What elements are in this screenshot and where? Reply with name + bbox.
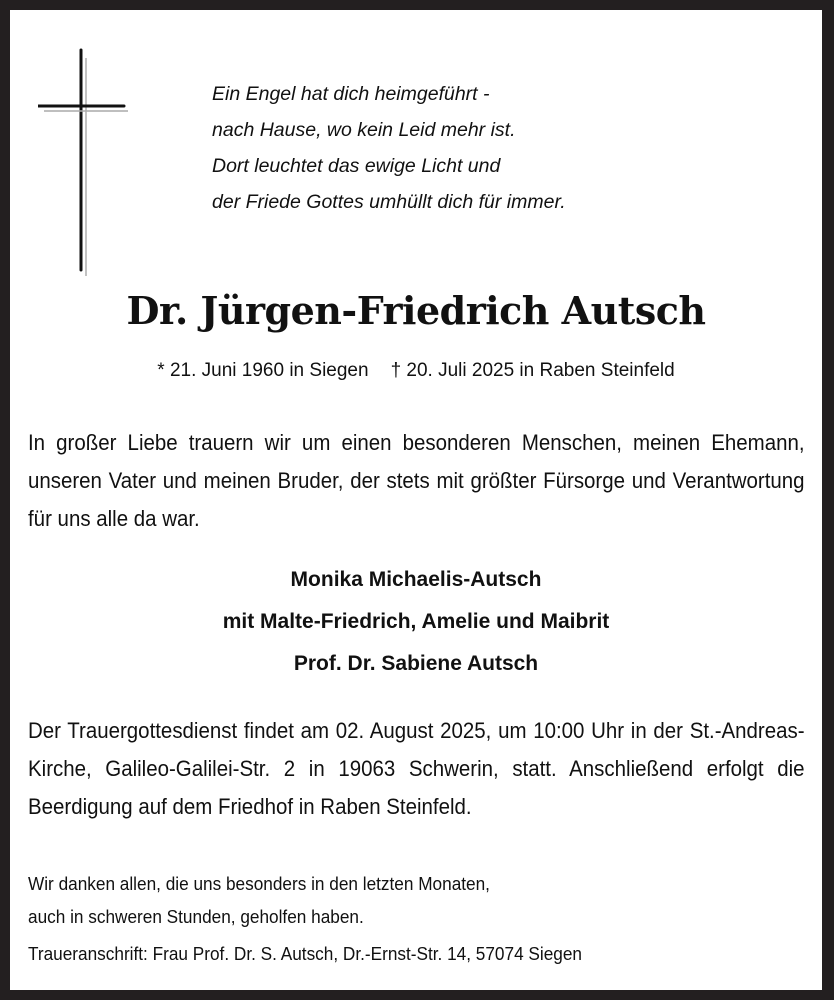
mourner-line: Prof. Dr. Sabiene Autsch — [293, 652, 539, 675]
mourner-line: mit Malte-Friedrich, Amelie und Maibrit — [222, 610, 610, 633]
poem-line: der Friede Gottes umhüllt dich für immer. — [212, 191, 566, 213]
poem-line: nach Hause, wo kein Leid mehr ist. — [212, 119, 516, 141]
service-text: Der Trauergottesdienst findet am 02. August 2025, um 10:00 Uhr in der St.-Andreas-Kirche, Galileo-Galilei-Str. 2 in 19063 Schwerin, statt. Anschließend erfolgt die Beerdigung auf dem Friedhof in Raben Steinfeld. — [28, 718, 805, 819]
deceased-name: Dr. Jürgen-Friedrich Autsch — [126, 288, 706, 333]
cross-icon — [38, 48, 128, 278]
mourners-list — [10, 559, 822, 685]
mourning-text: In großer Liebe trauern wir um einen besonderen Menschen, meinen Ehemann, unseren Vater und meinen Bruder, der stets mit größter Fürsorge und Verantwortung für uns alle da war. — [28, 430, 805, 531]
thanks-line: auch in schweren Stunden, geholfen haben. — [28, 906, 364, 927]
life-dates — [10, 360, 822, 382]
mourner-line: Monika Michaelis-Autsch — [290, 568, 542, 591]
poem-line: Dort leuchtet das ewige Licht und — [212, 155, 501, 177]
death-date: † 20. Juli 2025 in Raben Steinfeld — [390, 360, 675, 381]
mourning-address: Traueranschrift: Frau Prof. Dr. S. Autsch, Dr.-Ernst-Str. 14, 57074 Siegen — [28, 943, 582, 964]
poem-line: Ein Engel hat dich heimgeführt - — [212, 83, 490, 105]
obituary-notice — [10, 10, 822, 990]
poem — [212, 76, 566, 220]
thanks-line: Wir danken allen, die uns besonders in den letzten Monaten, — [28, 873, 490, 894]
thanks-text — [28, 867, 490, 933]
birth-date: * 21. Juni 1960 in Siegen — [157, 360, 369, 381]
